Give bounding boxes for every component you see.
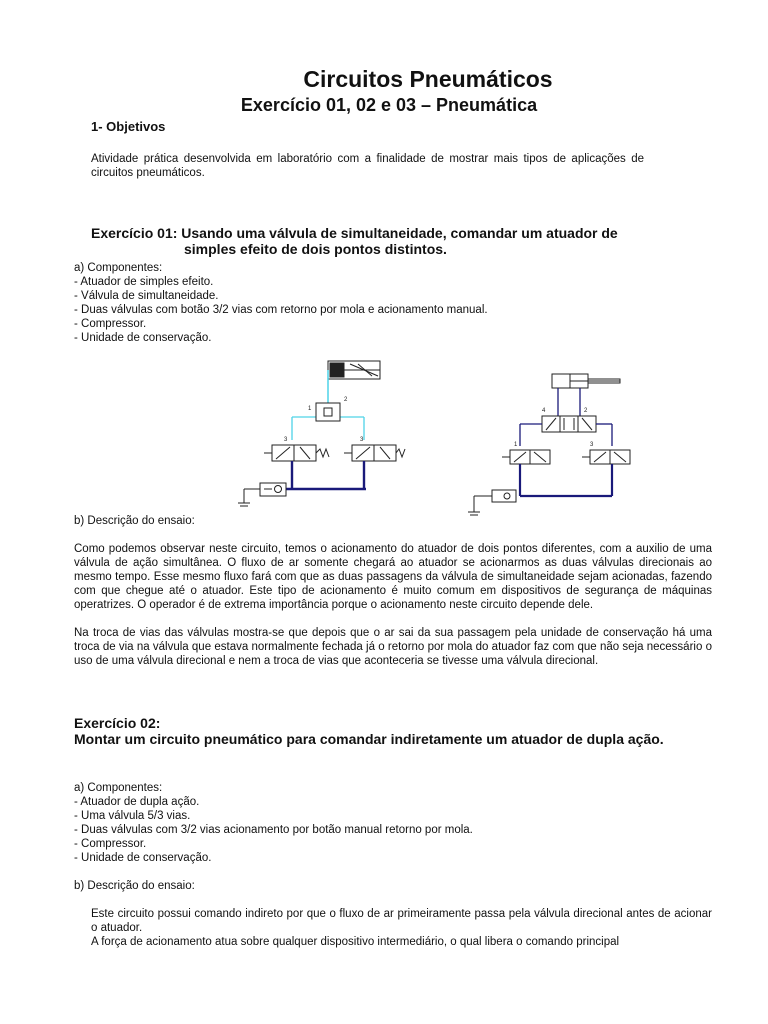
- list-item: - Duas válvulas com botão 3/2 vias com retorno por mola e acionamento manual.: [74, 304, 488, 316]
- list-item: - Compressor.: [74, 838, 147, 850]
- exercise2-description-p1: Este circuito possui comando indireto por que o fluxo de ar primeiramente passa pela válvula direcional antes de acionar o atuador.: [91, 908, 712, 934]
- port-label: 2: [584, 408, 588, 414]
- port-label: 2: [344, 397, 348, 403]
- exercise1-description-p1: Como podemos observar neste circuito, temos o acionamento do atuador de dois pontos diferentes, com a auxilio de uma válvula de ação simultânea. O fluxo de ar somente chegará ao atuador se acionarmos as duas válvulas direcionais ao mesmo tempo. Esse mesmo fluxo fará com que as duas passagens da válvula de simultaneidade sejam acionadas, fazendo com que chegue até o atuador. Este tipo de acionamento é muito comum em dispositivos de segurança de máquinas operatrizes. O operador é de extrema importância porque o acionamento neste circuito depende dele.: [74, 543, 712, 611]
- port-label: 1: [514, 442, 518, 448]
- conservation-unit: [260, 483, 286, 496]
- list-item: - Unidade de conservação.: [74, 332, 212, 344]
- valve-3-2-left: [502, 450, 550, 464]
- objetivos-text: Atividade prática desenvolvida em laboratório com a finalidade de mostrar mais tipos de aplicações de circuitos pneumáticos.: [91, 153, 644, 179]
- list-item: - Unidade de conservação.: [74, 852, 212, 864]
- exercise1-description-p2: Na troca de vias das válvulas mostra-se que depois que o ar sai da sua passagem pela unidade de conservação há uma troca de via na válvula que estava normalmente fechada já o retorno por mola do atuador faz com que não seja necessário o uso de uma válvula direcional e nem a troca de vias que aconteceria se tivesse uma válvula direcional.: [74, 627, 712, 667]
- port-label: 1: [308, 406, 312, 412]
- components-label: a) Componentes:: [74, 262, 163, 274]
- list-item: - Uma válvula 5/3 vias.: [74, 810, 191, 822]
- list-item: - Válvula de simultaneidade.: [74, 290, 219, 302]
- valve-3-2-left: [264, 445, 329, 461]
- circuit-diagram-left: [232, 355, 412, 520]
- list-item: - Duas válvulas com 3/2 vias acionamento por botão manual retorno por mola.: [74, 824, 473, 836]
- exercise1-title-line2: simples efeito de dois pontos distintos.: [184, 241, 447, 257]
- exercise2-description-p2: A força de acionamento atua sobre qualquer dispositivo intermediário, o qual libera o comando principal: [91, 936, 620, 948]
- exercise2-heading: [74, 715, 712, 747]
- exercise1-components: [74, 261, 488, 345]
- exercise2-components: [74, 781, 473, 865]
- section-heading-objetivos: 1- Objetivos: [91, 119, 166, 134]
- simultaneity-valve: [316, 403, 340, 421]
- exercise1-title: [91, 225, 695, 257]
- valve-3-2-right: [582, 450, 630, 464]
- page-title: Circuitos Pneumáticos: [303, 66, 553, 92]
- page-subtitle: Exercício 01, 02 e 03 – Pneumática: [240, 95, 538, 115]
- circuit-diagram-right: [462, 368, 642, 528]
- exercise2-description-label: b) Descrição do ensaio:: [74, 880, 195, 892]
- port-label: 3: [360, 437, 364, 443]
- port-label: 4: [542, 408, 546, 414]
- exercise1-description-label: b) Descrição do ensaio:: [74, 515, 195, 527]
- exercise2-title: Exercício 02:: [74, 715, 161, 731]
- components-label: a) Componentes:: [74, 782, 163, 794]
- valve-3-2-right: [344, 445, 405, 461]
- exercise1-title-line1: Exercício 01: Usando uma válvula de simultaneidade, comandar um atuador de: [91, 225, 618, 241]
- list-item: - Compressor.: [74, 318, 147, 330]
- list-item: - Atuador de dupla ação.: [74, 796, 200, 808]
- valve-5-3: [542, 416, 596, 432]
- exercise2-subtitle: Montar um circuito pneumático para comandar indiretamente um atuador de dupla ação.: [74, 731, 664, 747]
- port-label: 3: [284, 437, 288, 443]
- list-item: - Atuador de simples efeito.: [74, 276, 214, 288]
- port-label: 3: [590, 442, 594, 448]
